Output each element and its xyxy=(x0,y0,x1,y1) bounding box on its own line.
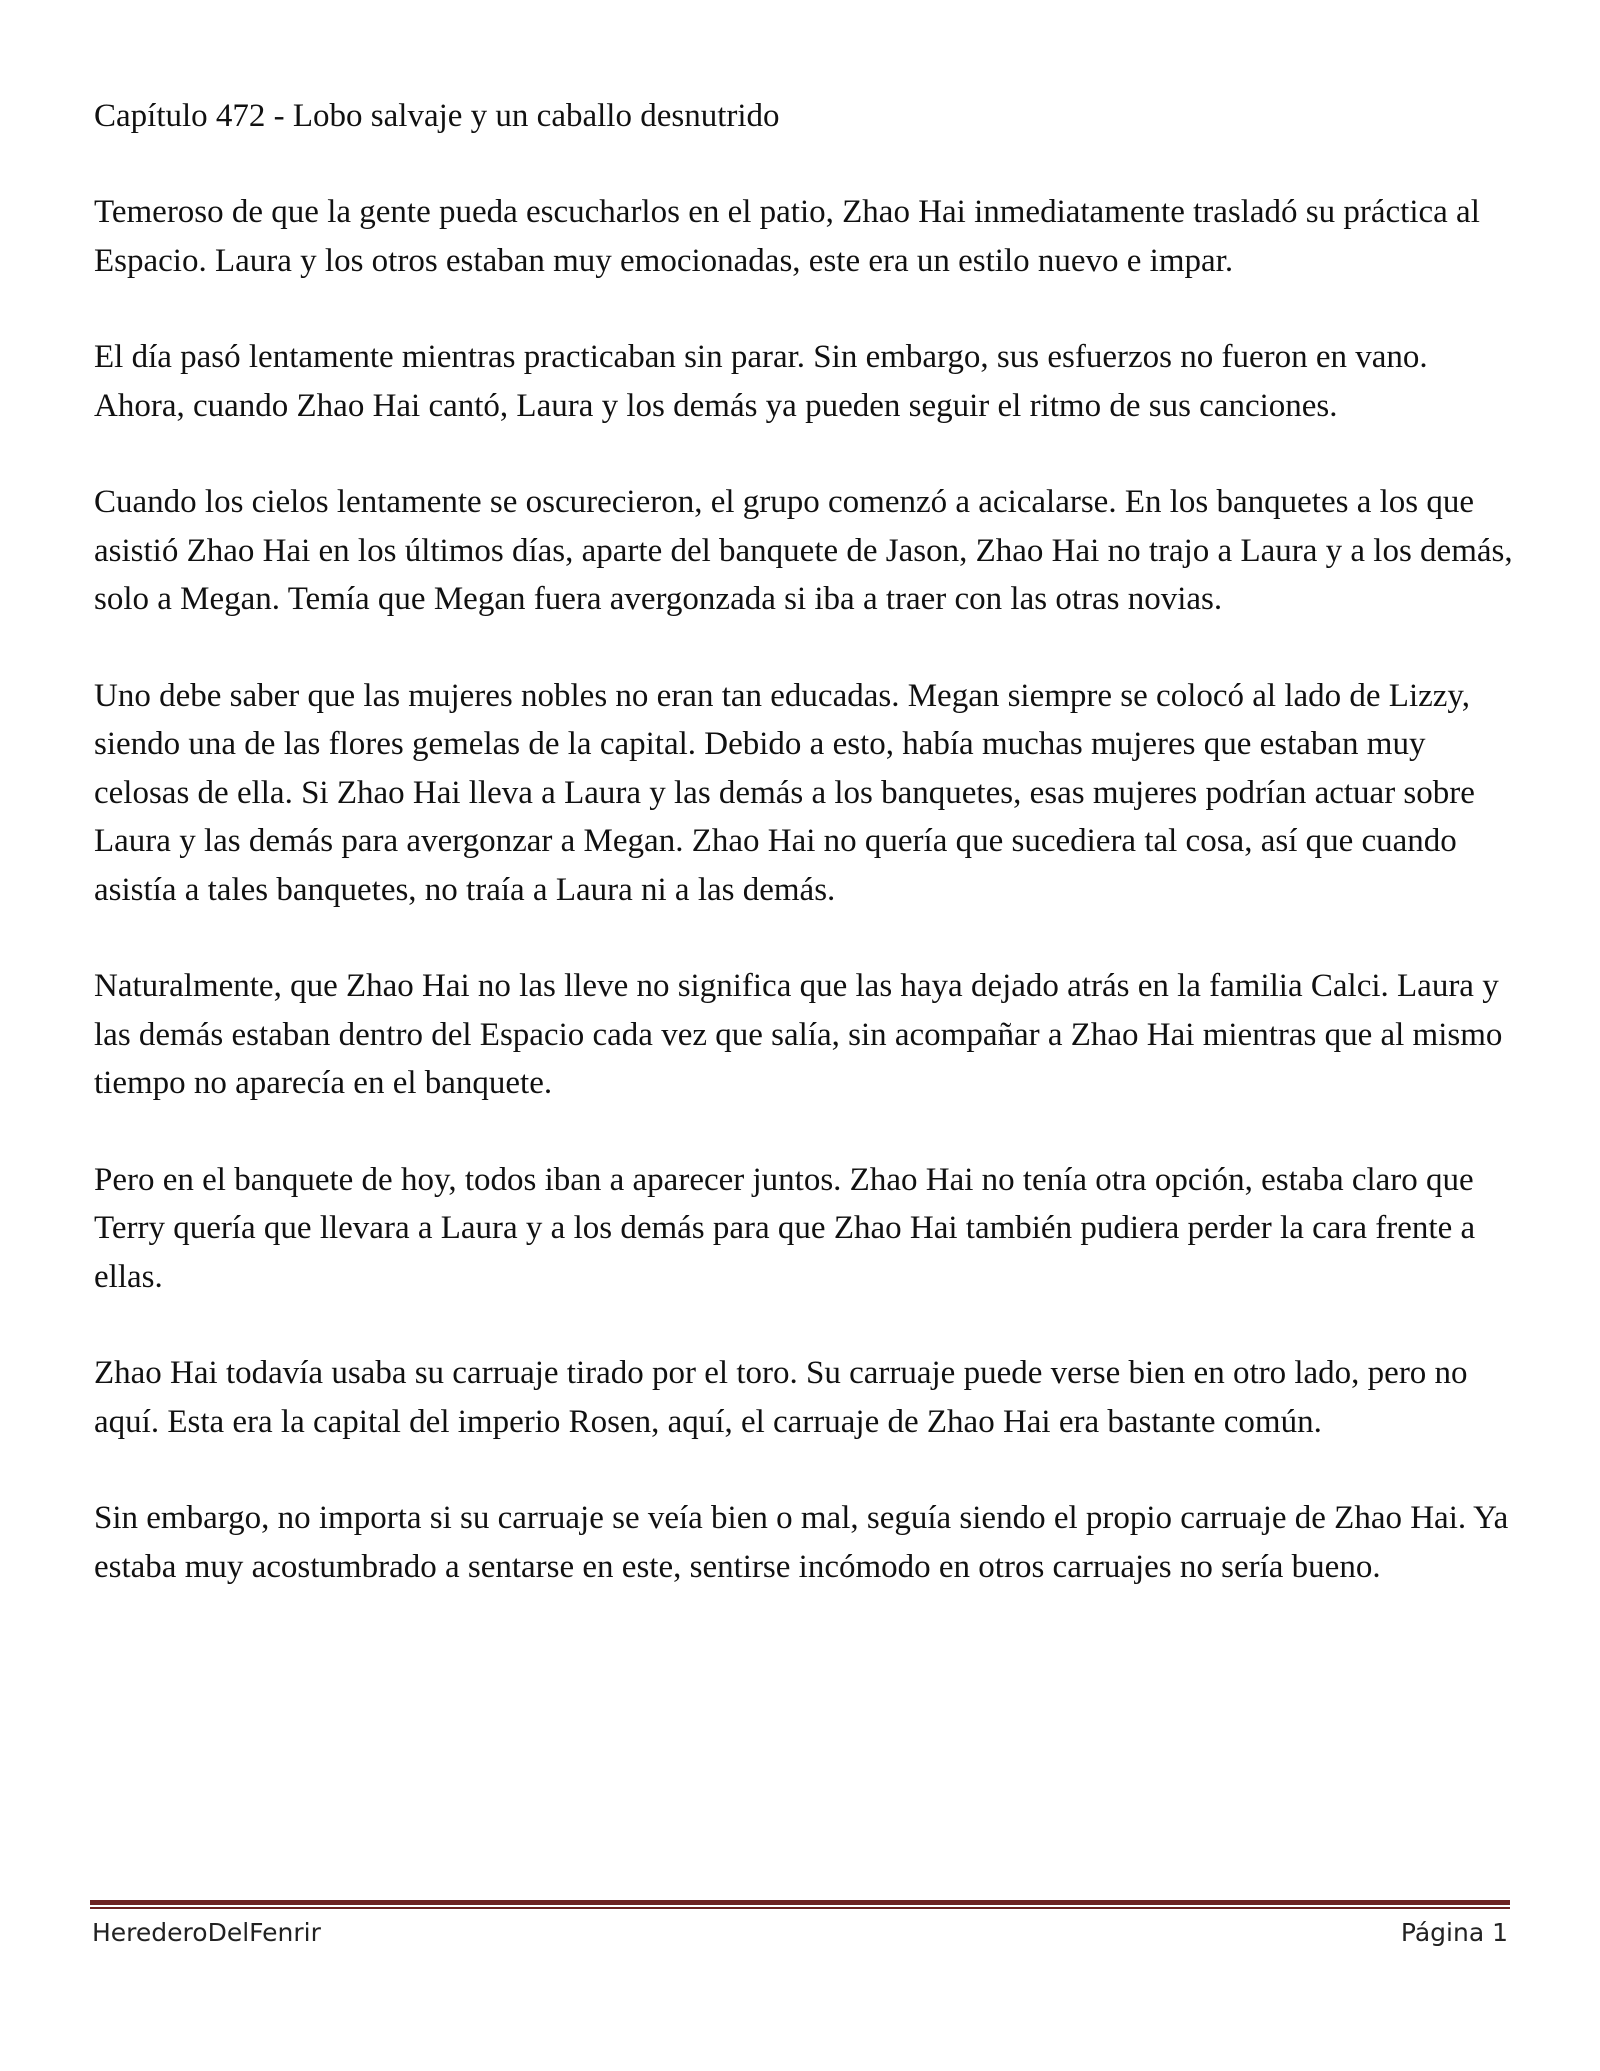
paragraph: El día pasó lentamente mientras practicaban sin parar. Sin embargo, sus esfuerzos no fueron en vano. Ahora, cuando Zhao Hai cantó, Laura y los demás ya pueden seguir el ritmo de sus canciones. xyxy=(94,339,1428,424)
paragraph: Cuando los cielos lentamente se oscurecieron, el grupo comenzó a acicalarse. En los banquetes a los que asistió Zhao Hai en los últimos días, aparte del banquete de Jason, Zhao Hai no trajo a Laura y a los demás, solo a Megan. Temía que Megan fuera avergonzada si iba a traer con las otras novias. xyxy=(94,484,1513,617)
paragraph: Temeroso de que la gente pueda escucharlos en el patio, Zhao Hai inmediatamente trasladó su práctica al Espacio. Laura y los otros estaban muy emocionadas, este era un estilo nuevo e impar. xyxy=(94,194,1480,279)
paragraph: Pero en el banquete de hoy, todos iban a aparecer juntos. Zhao Hai no tenía otra opción, estaba claro que Terry quería que llevara a Laura y a los demás para que Zhao Hai también pudiera perder la cara frente a ellas. xyxy=(94,1161,1476,1295)
paragraph: Zhao Hai todavía usaba su carruaje tirado por el toro. Su carruaje puede verse bien en otro lado, pero no aquí. Esta era la capital del imperio Rosen, aquí, el carruaje de Zhao Hai era bastante común. xyxy=(94,1355,1468,1440)
page-content xyxy=(94,92,1514,1639)
paragraph: Uno debe saber que las mujeres nobles no eran tan educadas. Megan siempre se colocó al lado de Lizzy, siendo una de las flores gemelas de la capital. Debido a esto, había muchas mujeres que estaban muy celosas de ella. Si Zhao Hai lleva a Laura y las demás a los banquetes, esas mujeres podrían actuar sobre Laura y las demás para avergonzar a Megan. Zhao Hai no quería que sucediera tal cosa, así que cuando asistía a tales banquetes, no traía a Laura ni a las demás. xyxy=(94,677,1475,908)
footer-author: HerederoDelFenrir xyxy=(92,1918,321,1947)
chapter-title: Capítulo 472 - Lobo salvaje y un caballo desnutrido xyxy=(94,98,780,134)
paragraph: Naturalmente, que Zhao Hai no las lleve no significa que las haya dejado atrás en la familia Calci. Laura y las demás estaban dentro del Espacio cada vez que salía, sin acompañar a Zhao Hai mientras que al mismo tiempo no aparecía en el banquete. xyxy=(94,968,1503,1101)
paragraph: Sin embargo, no importa si su carruaje se veía bien o mal, seguía siendo el propio carruaje de Zhao Hai. Ya estaba muy acostumbrado a sentarse en este, sentirse incómodo en otros carruajes no sería bueno. xyxy=(94,1500,1509,1585)
footer-divider-thin xyxy=(90,1907,1510,1909)
footer-page-number: Página 1 xyxy=(1400,1918,1508,1947)
footer-divider-thick xyxy=(90,1900,1510,1905)
footer-divider xyxy=(90,1900,1510,1910)
